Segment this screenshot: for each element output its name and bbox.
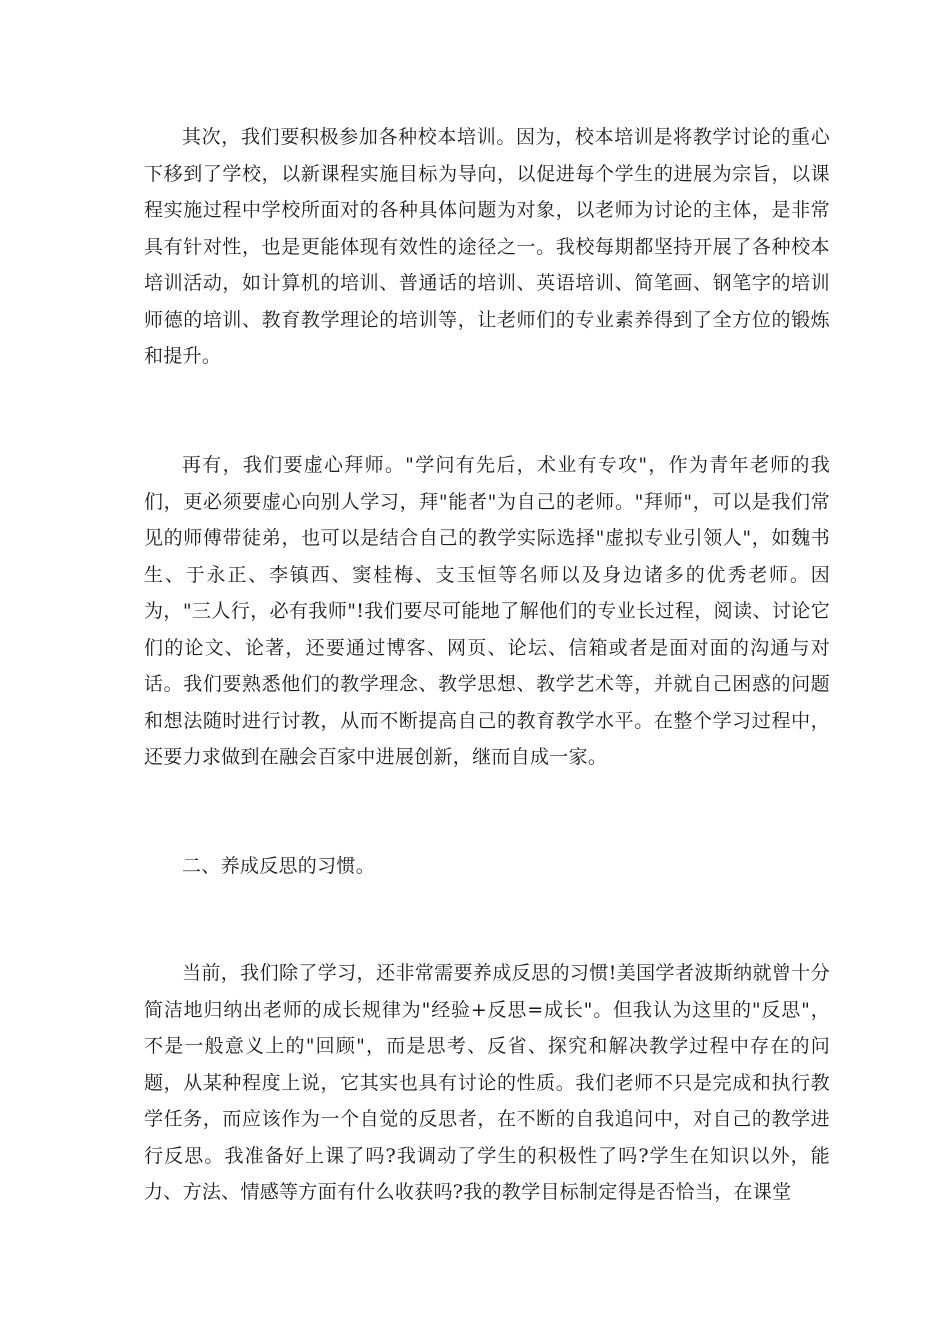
paragraph-learn-from-mentors: 再有，我们要虚心拜师。"学问有先后，术业有专攻"，作为青年老师的我们，更必须要虚心向别人学习，拜"能者"为自己的老师。"拜师"，可以是我们常见的师傅带徒弟，也可以是结合自己的教学实际选择"虚拟专业引领人"，如魏书生、于永正、李镇西、窦桂梅、支玉恒等名师以及身边诸多的优秀老师。因为，"三人行，必有我师"!我们要尽可能地了解他们的专业长过程，阅读、讨论它们的论文、论著，还要通过博客、网页、论坛、信箱或者是面对面的沟通与对话。我们要熟悉他们的教学理念、教学思想、教学艺术等，并就自己困惑的问题和想法随时进行讨教，从而不断提高自己的教育教学水平。在整个学习过程中，还要力求做到在融会百家中进展创新，继而自成一家。: [144, 454, 830, 768]
paragraph-reflection-habit: 当前，我们除了学习，还非常需要养成反思的习惯!美国学者波斯纳就曾十分简洁地归纳出老师的成长规律为"经验+反思=成长"。但我认为这里的"反思"，不是一般意义上的"回顾"，而是思考、反省、探究和解决教学过程中存在的问题，从某种程度上说，它其实也具有讨论的性质。我们老师不只是完成和执行教学任务，而应该作为一个自觉的反思者，在不断的自我追问中，对自己的教学进行反思。我准备好上课了吗?我调动了学生的积极性了吗?学生在知识以外，能力、方法、情感等方面有什么收获吗?我的教学目标制定得是否恰当，在课堂: [144, 962, 830, 1203]
paragraph-school-training: 其次，我们要积极参加各种校本培训。因为，校本培训是将教学讨论的重心下移到了学校，以新课程实施目标为导向，以促进每个学生的进展为宗旨，以课程实施过程中学校所面对的各种具体问题为对象，以老师为讨论的主体，是非常具有针对性，也是更能体现有效性的途径之一。我校每期都坚持开展了各种校本培训活动，如计算机的培训、普通话的培训、英语培训、简笔画、钢笔字的培训师德的培训、教育教学理论的培训等，让老师们的专业素养得到了全方位的锻炼和提升。: [144, 126, 830, 367]
section-heading-reflection: 二、养成反思的习惯。: [182, 855, 376, 877]
